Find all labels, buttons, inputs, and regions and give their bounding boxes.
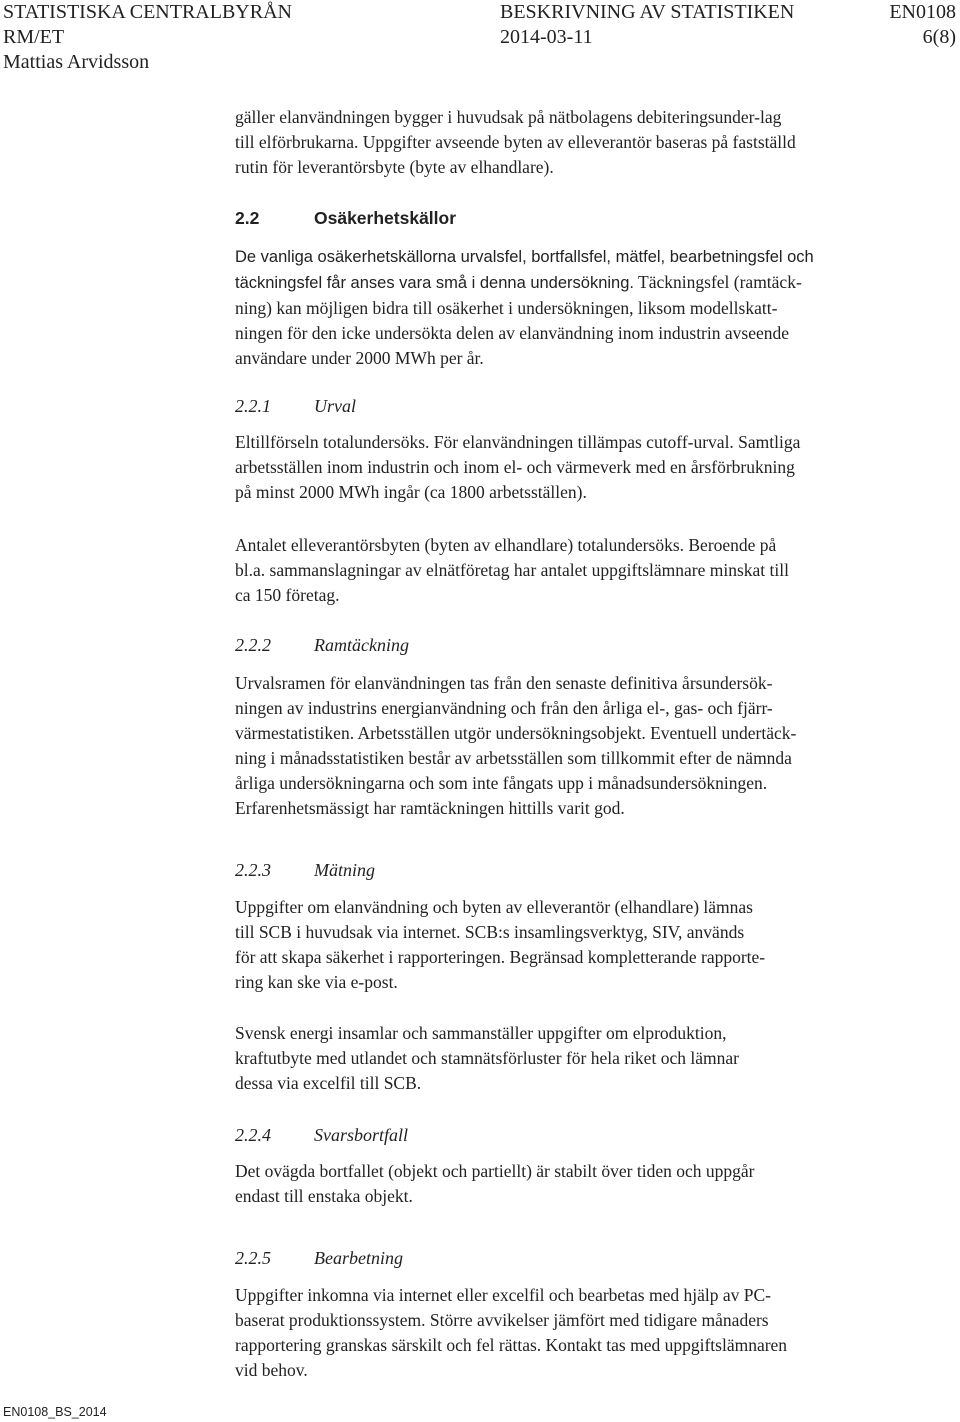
section-2-2-1-paragraph-1 bbox=[235, 430, 955, 505]
section-number: 2.2 bbox=[235, 208, 260, 228]
text-line: De vanliga osäkerhetskällorna urvalsfel, bortfallsfel, mätfel, bearbetningsfel och bbox=[235, 248, 814, 266]
header-date: 2014-03-11 bbox=[500, 26, 593, 48]
text-line: Det ovägda bortfallet (objekt och partiellt) är stabilt över tiden och uppgår bbox=[235, 1161, 755, 1181]
text-line: bl.a. sammanslagningar av elnätföretag har antalet uppgiftslämnare minskat till bbox=[235, 560, 789, 580]
section-heading: Osäkerhetskällor bbox=[314, 208, 457, 228]
text-line: Svensk energi insamlar och sammanställer uppgifter om elproduktion, bbox=[235, 1023, 727, 1043]
text-line: ring kan ske via e-post. bbox=[235, 972, 398, 992]
section-2-2-3-paragraph-2 bbox=[235, 1021, 955, 1096]
subsection-number: 2.2.1 bbox=[235, 396, 271, 416]
section-2-2-2-paragraph bbox=[235, 671, 955, 821]
text-line: Uppgifter om elanvändning och byten av elleverantör (elhandlare) lämnas bbox=[235, 897, 753, 917]
text-line: ningen för den icke undersökta delen av elanvändning inom industrin avseende bbox=[235, 323, 790, 343]
section-2-2-1-paragraph-2 bbox=[235, 533, 955, 608]
text-line: baserat produktionssystem. Större avvikelser jämfört med tidigare månaders bbox=[235, 1310, 769, 1330]
header-unit: RM/ET bbox=[3, 26, 65, 48]
header-row-1 bbox=[0, 0, 960, 25]
text-line: Uppgifter inkomna via internet eller excelfil och bearbetas med hjälp av PC- bbox=[235, 1285, 771, 1305]
text-line: ning i månadsstatistiken består av arbetsställen som tillkommit efter de nämnda bbox=[235, 748, 792, 768]
text-line: till elförbrukarna. Uppgifter avseende byten av elleverantör baseras på fastställd bbox=[235, 132, 796, 152]
section-2-2-paragraph bbox=[235, 245, 955, 371]
subsection-number: 2.2.4 bbox=[235, 1125, 271, 1145]
page-header bbox=[0, 0, 960, 75]
text-line: endast till enstaka objekt. bbox=[235, 1186, 413, 1206]
text-line: rapportering granskas särskilt och fel rättas. Kontakt tas med uppgiftslämnaren bbox=[235, 1335, 788, 1355]
text-line: Erfarenhetsmässigt har ramtäckningen hittills varit god. bbox=[235, 798, 625, 818]
section-2-2-5-paragraph bbox=[235, 1283, 955, 1383]
header-doc-type: BESKRIVNING AV STATISTIKEN bbox=[500, 1, 795, 23]
text-line: rutin för leverantörsbyte (byte av elhandlare). bbox=[235, 157, 554, 177]
text-line: Urvalsramen för elanvändningen tas från den senaste definitiva årsundersök- bbox=[235, 673, 773, 693]
text-line: vid behov. bbox=[235, 1360, 308, 1380]
text-line: ningen av industrins energianvändning och från den årliga el-, gas- och fjärr- bbox=[235, 698, 773, 718]
header-doc-code: EN0108 bbox=[889, 1, 956, 23]
header-org: STATISTISKA CENTRALBYRÅN bbox=[3, 1, 292, 23]
text-line bbox=[235, 270, 955, 296]
text-line: gäller elanvändningen bygger i huvudsak på nätbolagens debiteringsunder-lag bbox=[235, 107, 782, 127]
text-line: årliga undersökningarna och som inte fångats upp i månadsundersökningen. bbox=[235, 773, 768, 793]
subsection-number: 2.2.5 bbox=[235, 1248, 271, 1268]
text-line: Antalet elleverantörsbyten (byten av elhandlare) totalundersöks. Beroende på bbox=[235, 535, 777, 555]
text-line: värmestatistiken. Arbetsställen utgör undersökningsobjekt. Eventuell undertäck- bbox=[235, 723, 797, 743]
text-line: arbetsställen inom industrin och inom el- och värmeverk med en årsförbrukning bbox=[235, 457, 795, 477]
subsection-heading: Ramtäckning bbox=[314, 635, 409, 655]
intro-paragraph bbox=[235, 105, 955, 180]
subsection-heading: Svarsbortfall bbox=[314, 1125, 409, 1145]
header-page-number: 6(8) bbox=[922, 26, 956, 48]
subsection-heading: Mätning bbox=[314, 860, 375, 880]
subsection-heading: Urval bbox=[314, 396, 356, 416]
text-span: täckningsfel får anses vara små i denna undersökning. bbox=[235, 274, 634, 292]
text-line: på minst 2000 MWh ingår (ca 1800 arbetsställen). bbox=[235, 482, 587, 502]
text-line: dessa via excelfil till SCB. bbox=[235, 1073, 422, 1093]
header-author: Mattias Arvidsson bbox=[3, 51, 150, 73]
text-line: till SCB i huvudsak via internet. SCB:s insamlingsverktyg, SIV, används bbox=[235, 922, 745, 942]
header-row-2 bbox=[0, 25, 960, 50]
section-2-2-3-paragraph-1 bbox=[235, 895, 955, 995]
text-line: ca 150 företag. bbox=[235, 585, 340, 605]
subsection-heading: Bearbetning bbox=[314, 1248, 403, 1268]
text-span: Täckningsfel (ramtäck- bbox=[633, 272, 802, 292]
subsection-number: 2.2.2 bbox=[235, 635, 271, 655]
text-line: Eltillförseln totalundersöks. För elanvändningen tillämpas cutoff-urval. Samtliga bbox=[235, 432, 801, 452]
text-line: ning) kan möjligen bidra till osäkerhet i undersökningen, liksom modellskatt- bbox=[235, 298, 778, 318]
text-line: användare under 2000 MWh per år. bbox=[235, 348, 484, 368]
subsection-number: 2.2.3 bbox=[235, 860, 271, 880]
text-line: för att skapa säkerhet i rapporteringen. Begränsad kompletterande rapporte- bbox=[235, 947, 766, 967]
text-line: kraftutbyte med utlandet och stamnätsförluster för hela riket och lämnar bbox=[235, 1048, 739, 1068]
section-2-2-4-paragraph bbox=[235, 1159, 955, 1209]
page-footer-code: EN0108_BS_2014 bbox=[3, 1405, 107, 1419]
header-row-3 bbox=[0, 50, 960, 75]
